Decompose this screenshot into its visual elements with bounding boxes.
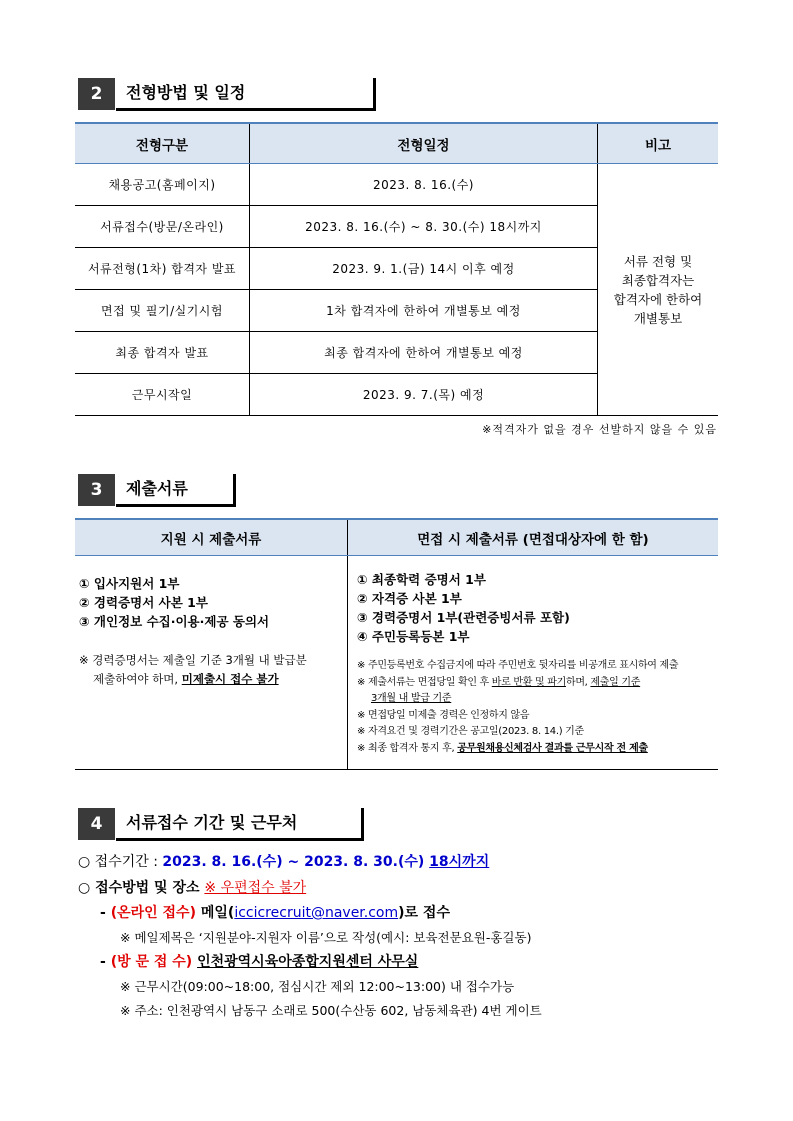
interview-documents-cell <box>348 556 719 770</box>
section-number: 3 <box>78 474 115 506</box>
col-header-note: 비고 <box>598 123 719 164</box>
section-title: 서류접수 기간 및 근무처 <box>116 808 364 841</box>
no-mail-warning: ※ 우편접수 불가 <box>204 880 307 896</box>
apply-documents-cell <box>75 556 348 770</box>
stage-cell: 서류접수(방문/온라인) <box>75 206 250 248</box>
documents-table <box>75 518 718 770</box>
stage-cell: 서류전형(1차) 합격자 발표 <box>75 248 250 290</box>
visit-address: ※ 주소: 인천광역시 남동구 소래로 500(수산동 602, 남동체육관) 4번 게이트 <box>120 1003 542 1018</box>
interview-note: 3개월 내 발급 기준 <box>371 693 452 704</box>
col-header-interview: 면접 시 제출서류 (면접대상자에 한 함) <box>348 519 719 556</box>
online-note: ※ 메일제목은 ‘지원분야-지원자 이름’으로 작성(예시: 보육전문요원-홍길동) <box>120 930 532 945</box>
table-header-row <box>75 519 718 556</box>
table-row <box>75 556 718 770</box>
section-title: 전형방법 및 일정 <box>116 78 376 111</box>
visit-hours: ※ 근무시간(09:00~18:00, 점심시간 제외 12:00~13:00) 내 접수가능 <box>120 979 515 994</box>
list-item: ② 경력증명서 사본 1부 <box>79 595 208 610</box>
interview-note: ※ 주민등록번호 수집금지에 따라 주민번호 뒷자리를 비공개로 표시하여 제출 <box>357 660 679 671</box>
col-header-schedule: 전형일정 <box>250 123 598 164</box>
application-period <box>78 851 489 871</box>
section-title: 제출서류 <box>116 474 236 507</box>
stage-cell: 면접 및 필기/실기시험 <box>75 290 250 332</box>
schedule-table <box>75 122 718 416</box>
col-header-apply: 지원 시 제출서류 <box>75 519 348 556</box>
period-value: 2023. 8. 16.(수) ~ 2023. 8. 30.(수) <box>162 854 430 870</box>
stage-cell: 최종 합격자 발표 <box>75 332 250 374</box>
application-method <box>78 877 306 897</box>
list-item: ① 최종학력 증명서 1부 <box>357 572 486 587</box>
online-label: (온라인 접수) <box>110 905 196 921</box>
date-cell: 최종 합격자에 한하여 개별통보 예정 <box>250 332 598 374</box>
method-label: ○ 접수방법 및 장소 <box>78 880 205 896</box>
visit-label: (방 문 접 수) <box>110 954 193 970</box>
interview-note: ※ 제출서류는 면접당일 확인 후 바로 반환 및 파기하며, 제출일 기준 <box>357 676 641 688</box>
section-number: 2 <box>78 78 115 110</box>
interview-note: ※ 최종 합격자 통지 후, 공무원채용신체검사 결과를 근무시작 전 제출 <box>357 742 648 754</box>
table-row <box>75 164 718 206</box>
stage-cell: 근무시작일 <box>75 374 250 416</box>
table-header-row <box>75 123 718 164</box>
list-item: ③ 경력증명서 1부(관련증빙서류 포함) <box>357 610 570 625</box>
note-cell <box>598 164 719 416</box>
visit-place: 인천광역시육아종합지원센터 사무실 <box>197 954 419 970</box>
date-cell: 2023. 8. 16.(수) <box>250 164 598 206</box>
stage-cell: 채용공고(홈페이지) <box>75 164 250 206</box>
apply-note: ※ 경력증명서는 제출일 기준 3개월 내 발급분 <box>79 653 307 667</box>
apply-note: 제출하여야 하며, 미제출시 접수 불가 <box>93 672 279 686</box>
list-item: ③ 개인정보 수집·이용·제공 동의서 <box>79 614 270 629</box>
date-cell: 2023. 8. 16.(수) ~ 8. 30.(수) 18시까지 <box>250 206 598 248</box>
note-line: 서류 전형 및 <box>623 253 693 269</box>
period-label: ○ 접수기간 : <box>78 854 163 870</box>
period-deadline: 18시까지 <box>429 854 490 870</box>
list-item: ② 자격증 사본 1부 <box>357 591 462 606</box>
interview-note: ※ 자격요건 및 경력기간은 공고일(2023. 8. 14.) 기준 <box>357 726 584 737</box>
date-cell: 2023. 9. 7.(목) 예정 <box>250 374 598 416</box>
email-link[interactable]: iccicrecruit@naver.com <box>234 905 399 921</box>
col-header-stage: 전형구분 <box>75 123 250 164</box>
note-line: 개별통보 <box>633 310 683 326</box>
schedule-footnote: ※적격자가 없을 경우 선발하지 않을 수 있음 <box>482 423 717 436</box>
online-application: - (온라인 접수) 메일(iccicrecruit@naver.com)로 접수 <box>100 905 450 921</box>
list-item: ④ 주민등록등본 1부 <box>357 629 470 644</box>
no-submission-warning: 미제출시 접수 불가 <box>181 672 279 686</box>
date-cell: 2023. 9. 1.(금) 14시 이후 예정 <box>250 248 598 290</box>
section-number: 4 <box>78 808 115 840</box>
visit-application: - (방 문 접 수) 인천광역시육아종합지원센터 사무실 <box>100 954 419 970</box>
list-item: ① 입사지원서 1부 <box>79 576 180 591</box>
date-cell: 1차 합격자에 한하여 개별통보 예정 <box>250 290 598 332</box>
note-line: 최종합격자는 <box>621 272 695 288</box>
interview-note: ※ 면접당일 미제출 경력은 인정하지 않음 <box>357 709 530 721</box>
note-line: 합격자에 한하여 <box>613 291 703 307</box>
